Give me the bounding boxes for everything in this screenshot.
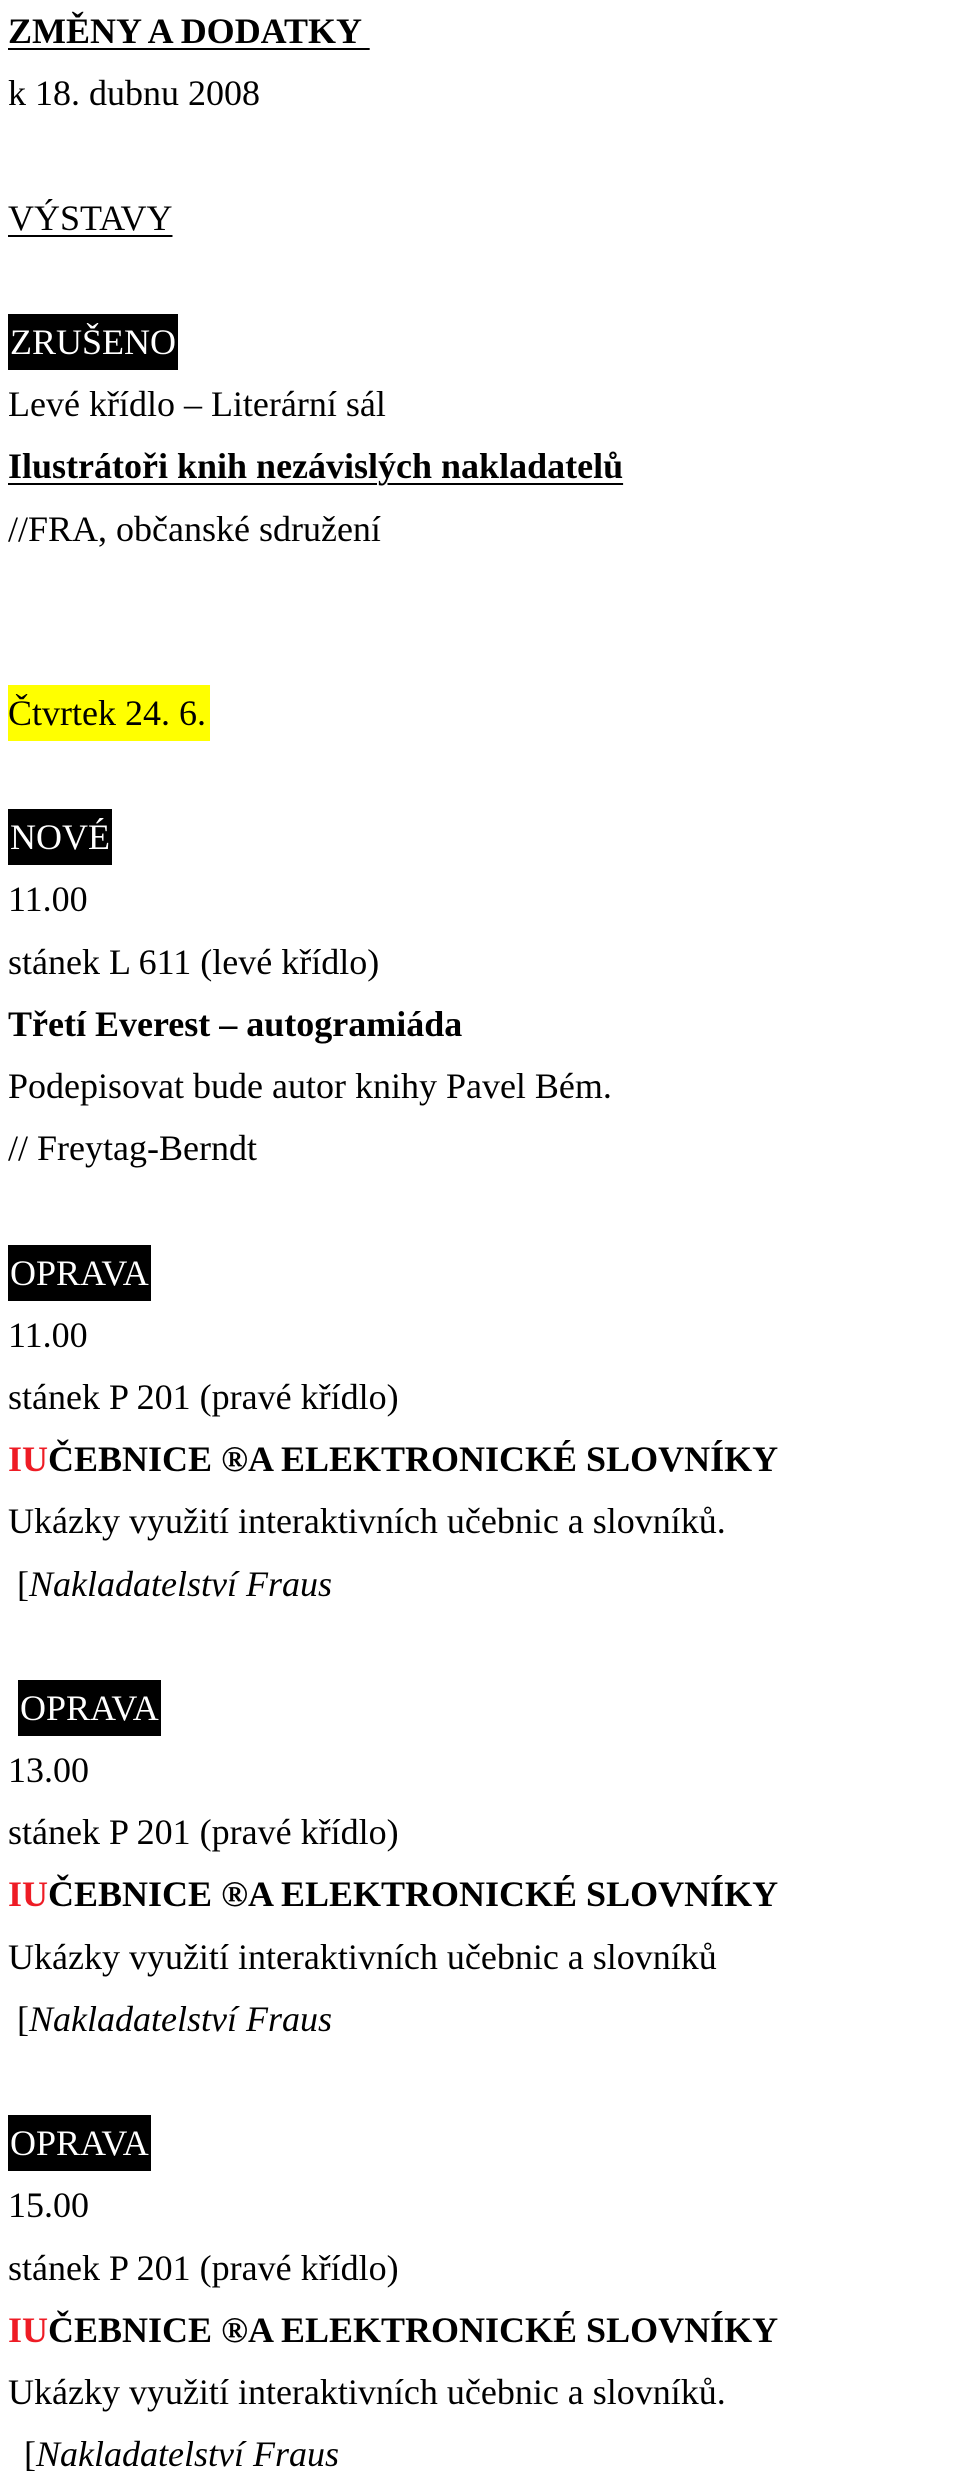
event-title: [8, 1863, 958, 1925]
exhibition-entry: [8, 311, 958, 560]
event-time: 11.00: [8, 1314, 88, 1355]
event-stand: stánek P 201 (pravé křídlo): [8, 1376, 399, 1417]
spacer: [8, 744, 958, 806]
event-description: Podepisovat bude autor knihy Pavel Bém.: [8, 1066, 612, 1106]
publisher-bracket: [: [8, 1563, 29, 1604]
event-stand: stánek P 201 (pravé křídlo): [8, 2247, 399, 2288]
status-badge: ZRUŠENO: [8, 314, 178, 370]
entry-title: Ilustrátoři knih nezávislých nakladatelů: [8, 446, 624, 487]
registered-symbol: ®: [221, 1874, 248, 1915]
status-badge: OPRAVA: [8, 1245, 151, 1301]
publisher-bracket: [: [24, 2434, 36, 2475]
page-title: ZMĚNY A DODATKY: [8, 11, 370, 51]
registered-symbol: ®: [221, 1439, 248, 1480]
event-entry: [8, 806, 958, 1179]
tag-line: [8, 1677, 958, 1739]
section-heading: VÝSTAVY: [8, 197, 173, 238]
event-stand: stánek P 201 (pravé křídlo): [8, 1812, 399, 1853]
event-publisher: // Freytag-Berndt: [8, 1128, 257, 1169]
event-description: Ukázky využití interaktivních učebnic a slovníků.: [8, 2371, 726, 2412]
publisher-name: Nakladatelství Fraus: [36, 2434, 339, 2475]
event-title: [8, 1428, 958, 1490]
event-publisher: [8, 1553, 958, 1615]
event-time: 13.00: [8, 1750, 89, 1791]
spacer: [8, 2050, 958, 2112]
event-time: 15.00: [8, 2185, 89, 2226]
title-mid: ČEBNICE: [48, 1439, 222, 1480]
tag-line: [8, 1242, 958, 1304]
tag-line: [8, 806, 958, 868]
publisher-name: Nakladatelství Fraus: [29, 1998, 332, 2039]
day-line: [8, 682, 958, 744]
event-stand: stánek L 611 (levé křídlo): [8, 941, 380, 982]
publisher-name: Nakladatelství Fraus: [29, 1563, 332, 1604]
event-title: [8, 2299, 958, 2361]
title-prefix: IU: [8, 1874, 49, 1915]
title-prefix: IU: [8, 1439, 49, 1480]
publisher-bracket: [: [8, 1998, 29, 2039]
spacer: [8, 560, 958, 622]
tag-line: [8, 2112, 958, 2174]
spacer: [8, 1615, 958, 1677]
entry-location: Levé křídlo – Literární sál: [8, 384, 386, 425]
spacer: [8, 1179, 958, 1241]
title-rest: A ELEKTRONICKÉ SLOVNÍKY: [247, 1439, 779, 1480]
title-mid: ČEBNICE: [48, 1874, 222, 1915]
status-badge: OPRAVA: [18, 1680, 161, 1736]
event-description: Ukázky využití interaktivních učebnic a slovníků.: [8, 1501, 726, 1542]
title-rest: A ELEKTRONICKÉ SLOVNÍKY: [247, 1874, 779, 1915]
tag-line: [8, 311, 958, 373]
document: [8, 0, 958, 2485]
day-label: Čtvrtek 24. 6.: [8, 685, 210, 741]
event-entry: [8, 2112, 958, 2485]
spacer: [8, 622, 958, 682]
page-date: k 18. dubnu 2008: [8, 73, 260, 114]
status-badge: NOVÉ: [8, 809, 112, 865]
event-publisher: [8, 1988, 958, 2050]
event-time: 11.00: [8, 879, 88, 920]
spacer: [8, 124, 958, 186]
event-entry: [8, 1677, 958, 2050]
event-publisher: [8, 2423, 958, 2485]
event-title: Třetí Everest – autogramiáda: [8, 1003, 463, 1044]
title-mid: ČEBNICE: [48, 2309, 222, 2350]
event-description: Ukázky využití interaktivních učebnic a slovníků: [8, 1936, 717, 1977]
entry-publisher: //FRA, občanské sdružení: [8, 508, 381, 549]
title-prefix: IU: [8, 2309, 49, 2350]
status-badge: OPRAVA: [8, 2115, 151, 2171]
title-rest: A ELEKTRONICKÉ SLOVNÍKY: [247, 2309, 779, 2350]
registered-symbol: ®: [221, 2309, 248, 2350]
spacer: [8, 249, 958, 311]
event-entry: [8, 1242, 958, 1615]
